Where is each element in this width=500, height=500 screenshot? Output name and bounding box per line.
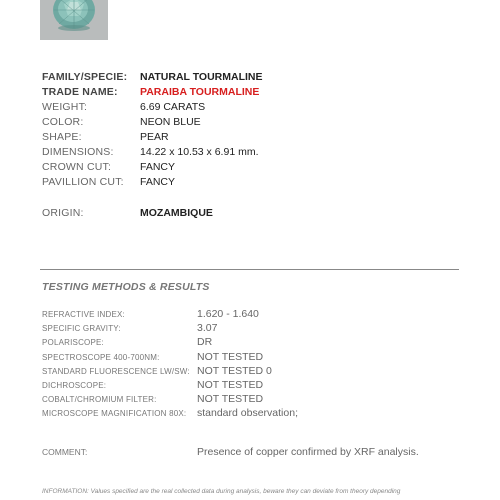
comment-value: Presence of copper confirmed by XRF analysis. bbox=[197, 446, 419, 458]
testing-section-title: TESTING METHODS & RESULTS bbox=[42, 281, 210, 293]
spec-row bbox=[42, 100, 205, 114]
spec-value: PEAR bbox=[140, 131, 169, 143]
gem-photo-icon bbox=[40, 0, 108, 40]
test-value: 3.07 bbox=[197, 322, 218, 335]
spec-value: FANCY bbox=[140, 161, 176, 173]
spec-row bbox=[42, 70, 263, 84]
spec-row bbox=[42, 145, 258, 159]
test-value: DR bbox=[197, 336, 213, 349]
spec-label: COLOR: bbox=[42, 116, 84, 128]
spec-label: TRADE NAME: bbox=[42, 86, 118, 98]
spec-value: PARAIBA TOURMALINE bbox=[140, 86, 260, 98]
origin-label: ORIGIN: bbox=[42, 207, 84, 219]
spec-value: NATURAL TOURMALINE bbox=[140, 71, 263, 83]
spec-label: SHAPE: bbox=[42, 131, 82, 143]
comment-label: COMMENT: bbox=[42, 447, 88, 457]
test-label: REFRACTIVE INDEX: bbox=[42, 310, 125, 319]
spec-value: 6.69 CARATS bbox=[140, 101, 206, 113]
spec-label: CROWN CUT: bbox=[42, 161, 112, 173]
spec-value: FANCY bbox=[140, 176, 176, 188]
spec-row bbox=[42, 130, 169, 144]
spec-row bbox=[42, 160, 175, 174]
spec-row bbox=[42, 85, 259, 99]
spec-row bbox=[42, 175, 175, 189]
test-label: DICHROSCOPE: bbox=[42, 381, 107, 390]
test-label: MICROSCOPE MAGNIFICATION 80X: bbox=[42, 409, 187, 419]
gem-photo bbox=[40, 0, 108, 40]
origin-value: MOZAMBIQUE bbox=[140, 207, 213, 219]
test-value: NOT TESTED bbox=[197, 350, 264, 363]
test-value: standard observation; bbox=[197, 407, 298, 420]
spec-value: NEON BLUE bbox=[140, 116, 201, 128]
spec-row bbox=[42, 115, 201, 129]
test-row bbox=[42, 403, 298, 421]
test-label: SPECIFIC GRAVITY: bbox=[42, 324, 121, 334]
test-value: NOT TESTED bbox=[197, 379, 264, 391]
spec-label: PAVILLION CUT: bbox=[42, 176, 124, 188]
spec-label: FAMILY/SPECIE: bbox=[42, 71, 128, 83]
test-value: NOT TESTED bbox=[197, 393, 264, 406]
information-note: INFORMATION: Values specified are the real collected data during analysis, beware they can deviate from theory depending bbox=[42, 488, 401, 495]
test-label: COBALT/CHROMIUM FILTER: bbox=[42, 395, 157, 405]
test-label: STANDARD FLUORESCENCE LW/SW: bbox=[42, 366, 190, 376]
test-label: SPECTROSCOPE 400-700NM: bbox=[42, 352, 160, 362]
spec-label: DIMENSIONS: bbox=[42, 146, 114, 158]
test-value: 1.620 - 1.640 bbox=[197, 308, 259, 320]
spec-value: 14.22 x 10.53 x 6.91 mm. bbox=[140, 146, 259, 158]
origin-row bbox=[42, 206, 213, 220]
test-label: POLARISCOPE: bbox=[42, 338, 104, 348]
test-value: NOT TESTED 0 bbox=[197, 364, 272, 377]
spec-label: WEIGHT: bbox=[42, 101, 88, 113]
section-divider bbox=[40, 269, 459, 270]
